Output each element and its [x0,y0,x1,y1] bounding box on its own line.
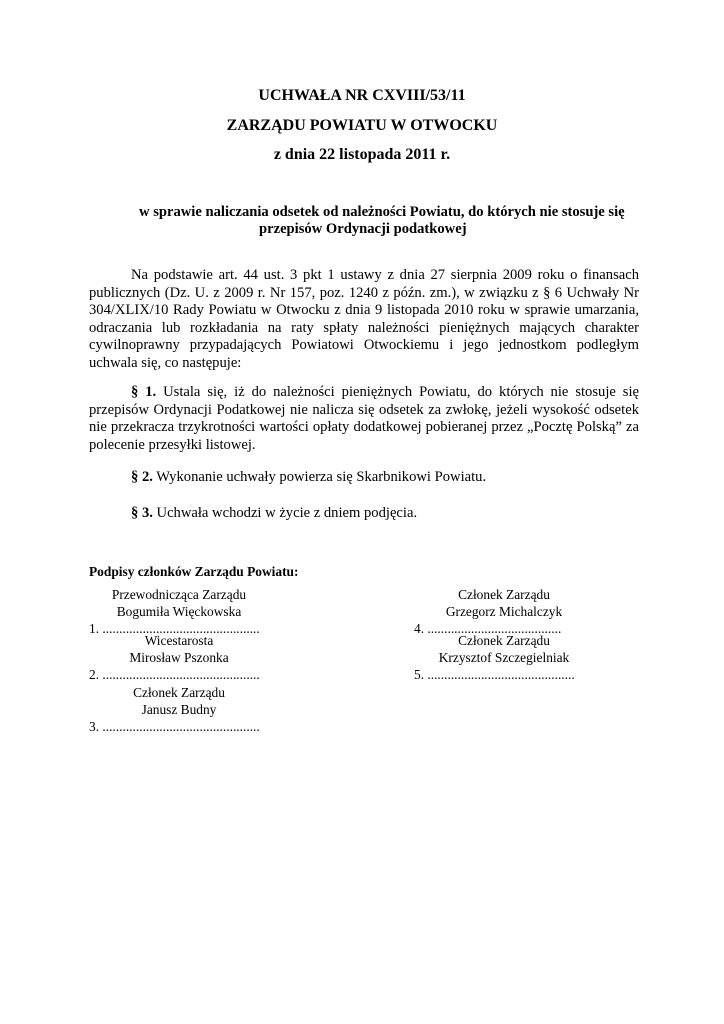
signature-5-line: 5. ............................................ [414,667,575,682]
signature-3-line: 3. ............................................... [89,719,260,734]
section-1 [89,384,639,454]
preamble-text: Na podstawie art. 44 ust. 3 pkt 1 ustawy z dnia 27 sierpnia 2009 roku o finansach publicznych (Dz. U. z 2009 r. Nr 157, poz. 1240 z późn. zm.), w związku z § 6 Uchwały Nr 304/XLIX/10 Rady Powiatu w Otwocku z dnia 9 listopada 2010 roku w sprawie umarzania, odraczania lub rozkładania na raty spłaty należności pieniężnych mających charakter cywilnoprawny przypadających Powiatowi Otwockiemu i jego jednostkom podległym uchwala się, co następuje: [89,267,639,371]
section-2 [89,469,639,487]
signature-block-3 [89,684,269,735]
signature-1-line: 1. ............................................... [89,621,260,636]
signature-block-4 [414,586,594,637]
signature-5-name: Krzysztof Szczegielniak [438,650,570,665]
signature-2-line: 2. ............................................... [89,667,260,682]
section-1-mark: § 1. [131,384,157,400]
section-1-paragraph [89,384,639,454]
signature-block-5 [414,632,594,683]
preamble [89,267,639,373]
signature-4-name: Grzegorz Michalczyk [445,604,563,619]
issuing-body: ZARZĄDU POWIATU W OTWOCKU [226,117,498,134]
signature-3-name: Janusz Budny [141,702,217,717]
section-3-text: Uchwała wchodzi w życie z dniem podjęcia. [152,505,418,521]
resolution-number: UCHWAŁA NR CXVIII/53/11 [258,87,466,104]
section-2-paragraph [89,469,639,487]
section-3-paragraph [89,505,639,523]
signature-block-2 [89,632,269,683]
signatures-heading: Podpisy członków Zarządu Powiatu: [89,564,299,579]
signature-2-name: Mirosław Pszonka [129,650,229,665]
section-2-text: Wykonanie uchwały powierza się Skarbnikowi Powiatu. [152,469,487,485]
signature-block-1 [89,586,269,637]
subject-line-2: przepisów Ordynacji podatkowej [259,221,467,237]
resolution-date: z dnia 22 listopada 2011 r. [273,146,451,163]
section-3-mark: § 3. [131,505,153,521]
signature-4-role: Członek Zarządu [458,587,550,602]
signature-4-line: 4. ........................................ [414,621,562,636]
subject-line-1: w sprawie naliczania odsetek od należności Powiatu, do których nie stosuje się [139,204,625,220]
signature-2-role: Wicestarosta [144,633,214,648]
section-1-text: Ustala się, iż do należności pieniężnych Powiatu, do których nie stosuje się przepisów Ordynacji Podatkowej nie nalicza się odsetek za zwłokę, jeżeli wysokość odsetek nie przekracza trzykrotności wartości opłaty dodatkowej pobieranej przez „Pocztę Polską” za polecenie przesyłki listowej. [89,384,639,453]
signature-1-role: Przewodnicząca Zarządu [111,587,247,602]
signature-3-role: Członek Zarządu [133,685,225,700]
section-2-mark: § 2. [131,469,153,485]
section-3 [89,505,639,523]
signature-1-name: Bogumiła Więckowska [116,604,242,619]
signature-5-role: Członek Zarządu [458,633,550,648]
